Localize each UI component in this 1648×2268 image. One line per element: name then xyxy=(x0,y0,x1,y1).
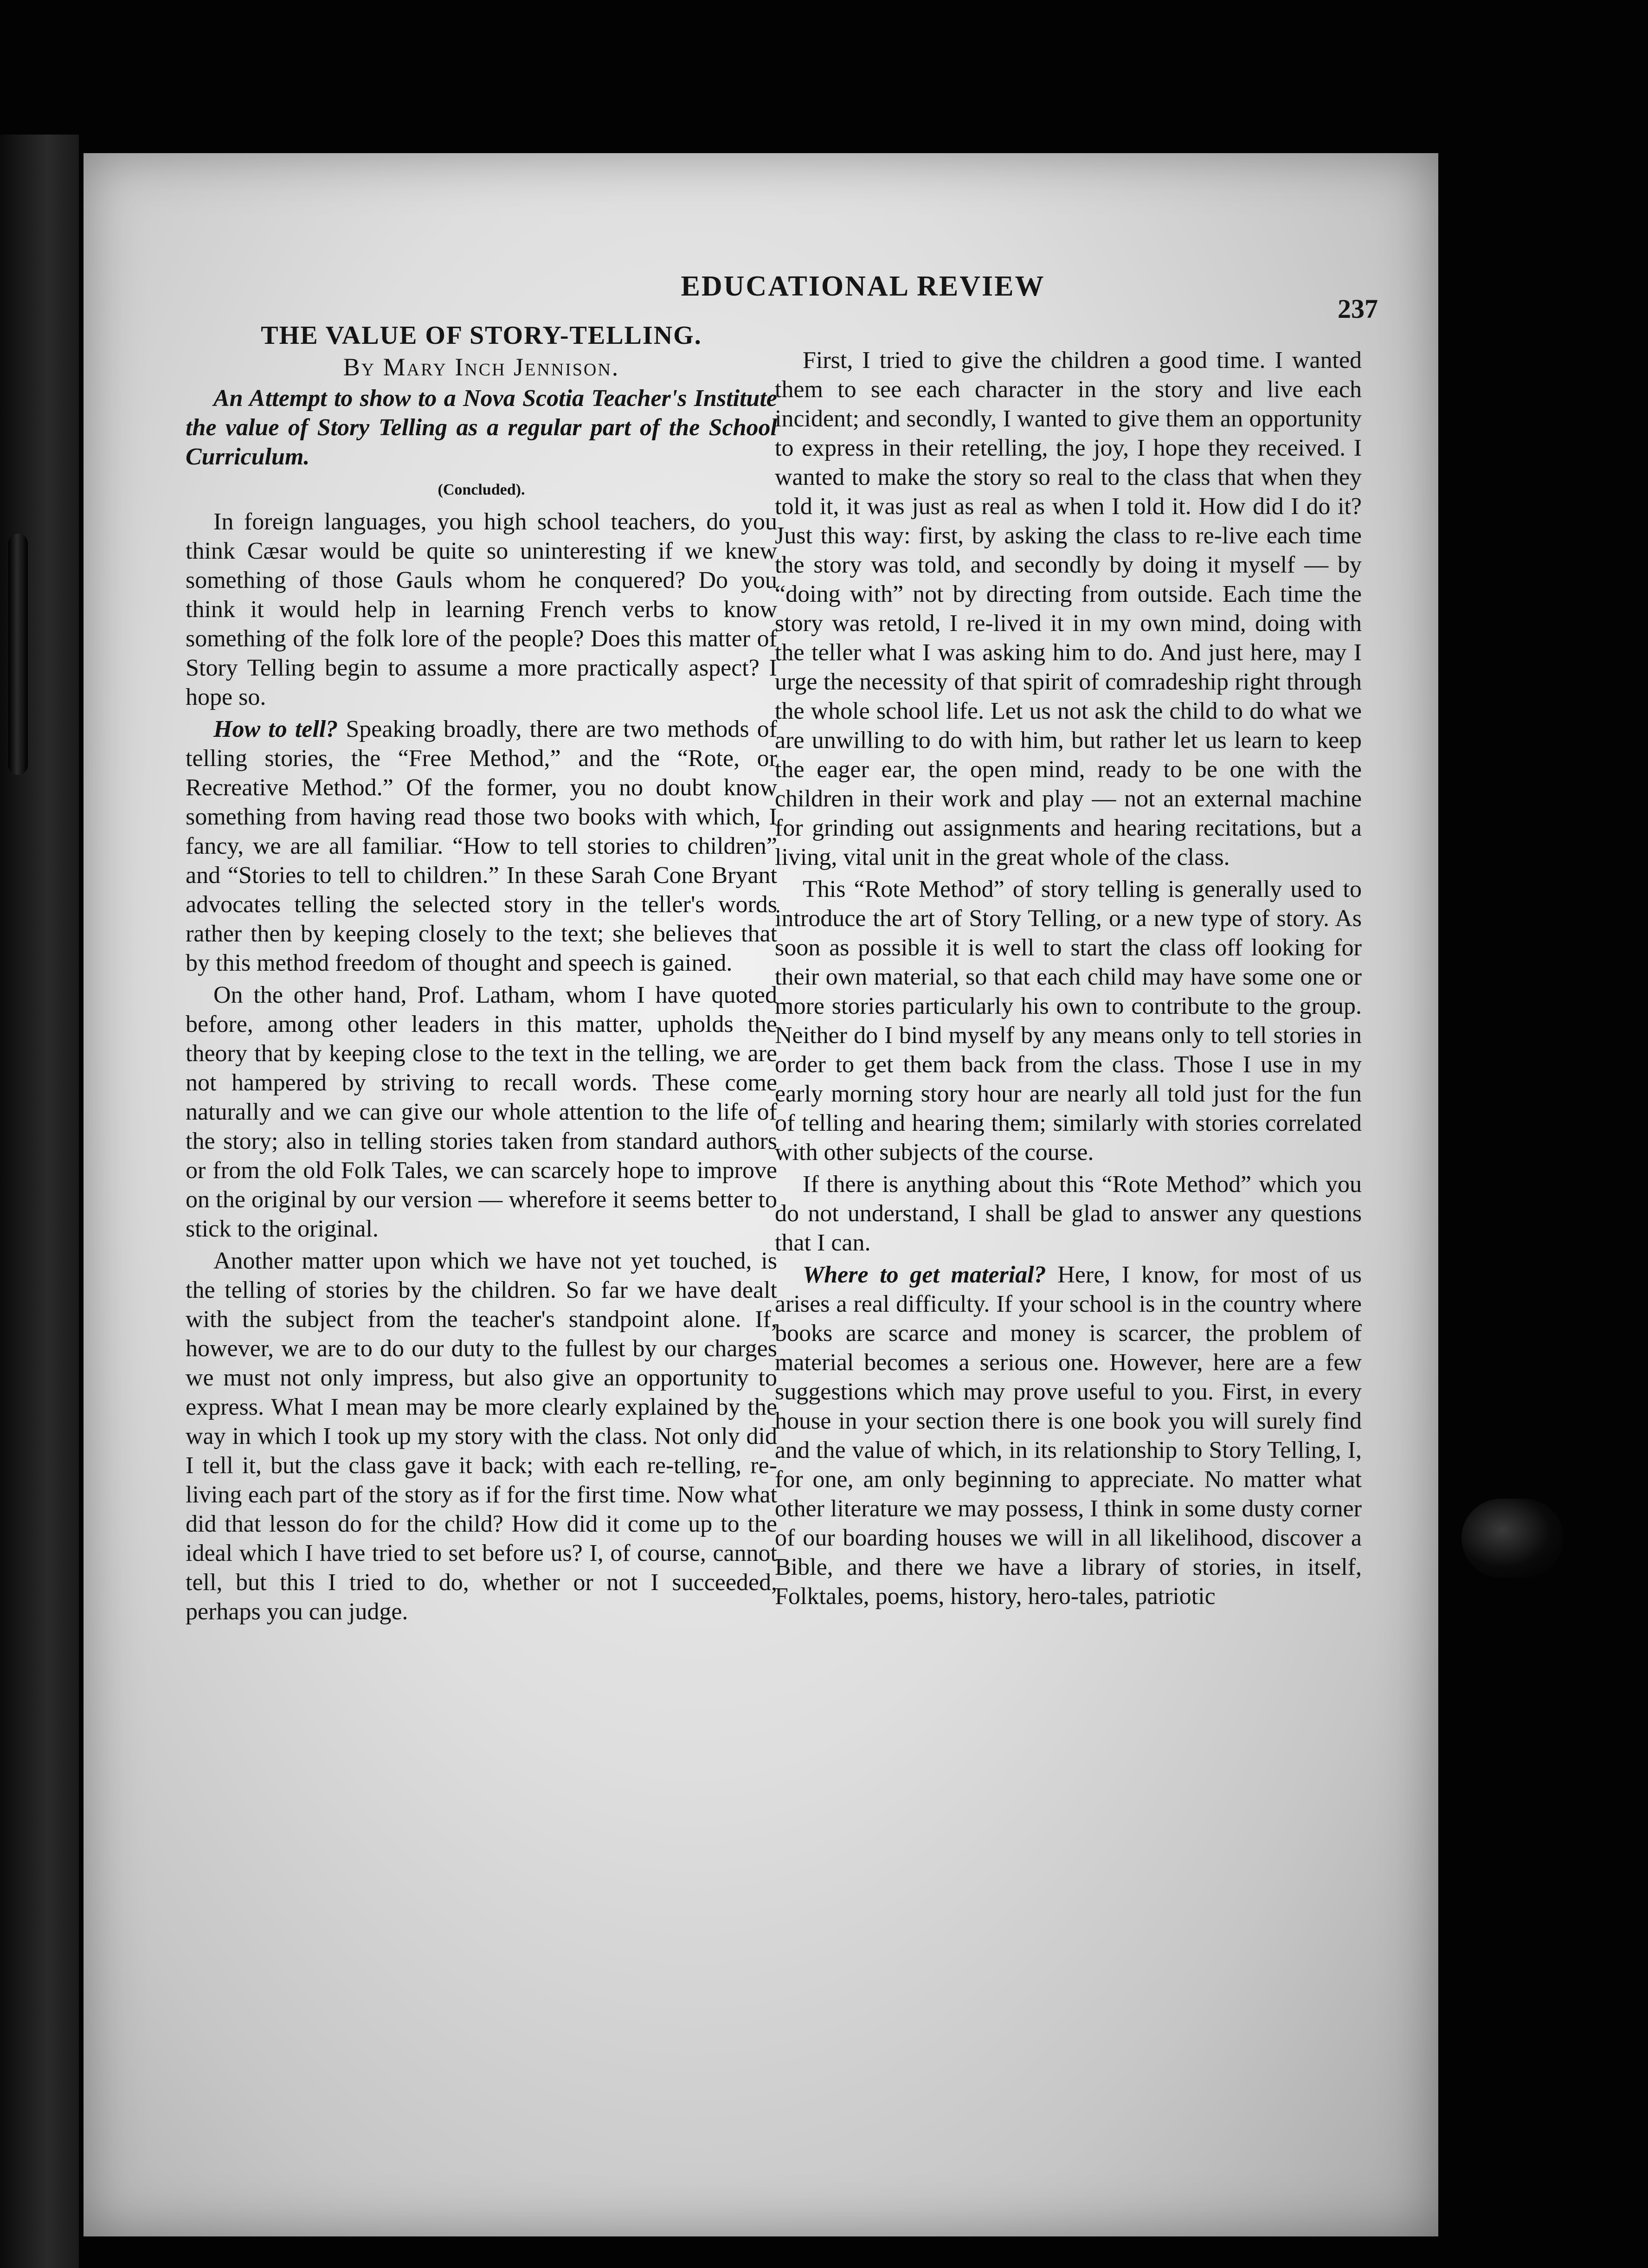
binder-clip xyxy=(1461,1499,1564,1578)
concluded-note: (Concluded). xyxy=(438,481,525,498)
paragraph-text: Another matter upon which we have not yet touched, is the telling of stories by the children. So far we have dealt with the subject from the teacher's standpoint alone. If, however, we are to do our duty to the fullest by our charges we must not only impress, but also give an opportunity to express. What I mean may be more clearly explained by the way in which I took up my story with the class. Not only did I tell it, but the class gave it back; with each re-telling, re-living each part of the story as if for the first time. Now what did that lesson do for the child? How did it come up to the ideal which I have tried to set before us? I, of course, cannot tell, but this I tried to do, whether or not I succeeded, perhaps you can judge. xyxy=(186,1248,777,1625)
article-title: THE VALUE OF STORY-TELLING. xyxy=(261,321,702,350)
paragraph-text: Here, I know, for most of us arises a real difficulty. If your school is in the country where books are scarce and money is scarcer, the problem of material becomes a serious one. However, here are a few suggestions which may prove useful to you. First, in every house in your section there is one book you will surely find and the value of which, in its relationship to Story Telling, I, for one, am only beginning to appreciate. No matter what other literature we may possess, I think in some dusty corner of our boarding houses we will in all likelihood, discover a Bible, and there we have a library of stories, in itself, Folktales, poems, history, hero-tales, patriotic xyxy=(775,1262,1362,1610)
paragraph-lead-in: Where to get material? xyxy=(803,1262,1046,1288)
paragraph-text: This “Rote Method” of story telling is generally used to introduce the art of Story Telling, or a new type of story. As soon as possible it is well to start the class off looking for their own material, so that each child may have some one or more stories particularly his own to contribute to the group. Neither do I bind myself by any means only to tell stories in order to get them back from the class. Those I use in my early morning story hour are nearly all told just for the fun of telling and hearing them; similarly with stories correlated with other subjects of the course. xyxy=(775,876,1362,1166)
paragraph xyxy=(186,715,777,978)
article-subtitle: An Attempt to show to a Nova Scotia Teacher's Institute the value of Story Telling as a regular part of the School Curriculum. xyxy=(186,385,777,470)
running-head: EDUCATIONAL REVIEW xyxy=(681,271,1045,302)
paragraph xyxy=(775,1260,1362,1611)
paragraph xyxy=(775,1170,1362,1257)
paragraph xyxy=(775,346,1362,872)
paragraph-text: First, I tried to give the children a good time. I wanted them to see each character in the story and live each incident; and secondly, I wanted to give them an opportunity to express in their retelling, the joy, I hope they received. I wanted to make the story so real to the class that when they told it, it was just as real as when I told it. How did I do it? Just this way: first, by asking the class to re-live each time the story was told, and secondly by doing it myself — by “doing with” not by directing from outside. Each time the story was retold, I re-lived it in my own mind, doing with the teller what I was asking him to do. And just here, may I urge the necessity of that spirit of comradeship right through the whole school life. Let us not ask the child to do what we are unwilling to do with him, but rather let us learn to keep the eager ear, the open mind, ready to be one with the children in their work and play — not an external machine for grinding out assignments and hearing recitations, but a living, vital unit in the great whole of the class. xyxy=(775,347,1362,870)
right-column xyxy=(775,346,1362,1614)
page-number: 237 xyxy=(1338,294,1378,324)
paragraph xyxy=(186,1246,777,1626)
paragraph-text: In foreign languages, you high school teachers, do you think Cæsar would be quite so uninteresting if we knew something of those Gauls whom he conquered? Do you think it would help in learning French verbs to know something of the folk lore of the people? Does this matter of Story Telling begin to assume a more practically aspect? I hope so. xyxy=(186,509,777,710)
paragraph-lead-in: How to tell? xyxy=(213,716,338,742)
article-byline: By Mary Inch Jennison. xyxy=(343,353,620,381)
paragraph-text: On the other hand, Prof. Latham, whom I have quoted before, among other leaders in this matter, upholds the theory that by keeping close to the text in the telling, we are not hampered by striving to recall words. These come naturally and we can give our whole attention to the life of the story; also in telling stories taken from standard authors or from the old Folk Tales, we can scarcely hope to improve on the original by our version — wherefore it seems better to stick to the original. xyxy=(186,982,777,1242)
left-column xyxy=(186,320,777,1629)
paragraph xyxy=(186,507,777,712)
paragraph xyxy=(186,980,777,1244)
journal-page xyxy=(84,153,1438,2236)
binding-ring xyxy=(8,534,28,775)
paragraph xyxy=(775,875,1362,1167)
facing-page-edge xyxy=(0,135,79,2268)
paragraph-text: If there is anything about this “Rote Method” which you do not understand, I shall be glad to answer any questions that I can. xyxy=(775,1171,1362,1256)
paragraph-text: Speaking broadly, there are two methods of telling stories, the “Free Method,” and the “Rote, or Recreative Method.” Of the former, you no doubt know something from having read those two books with which, I fancy, we are all familiar. “How to tell stories to children” and “Stories to tell to children.” In these Sarah Cone Bryant advocates telling the selected story in the teller's words rather then by keeping closely to the text; she believes that by this method freedom of thought and speech is gained. xyxy=(186,716,778,976)
